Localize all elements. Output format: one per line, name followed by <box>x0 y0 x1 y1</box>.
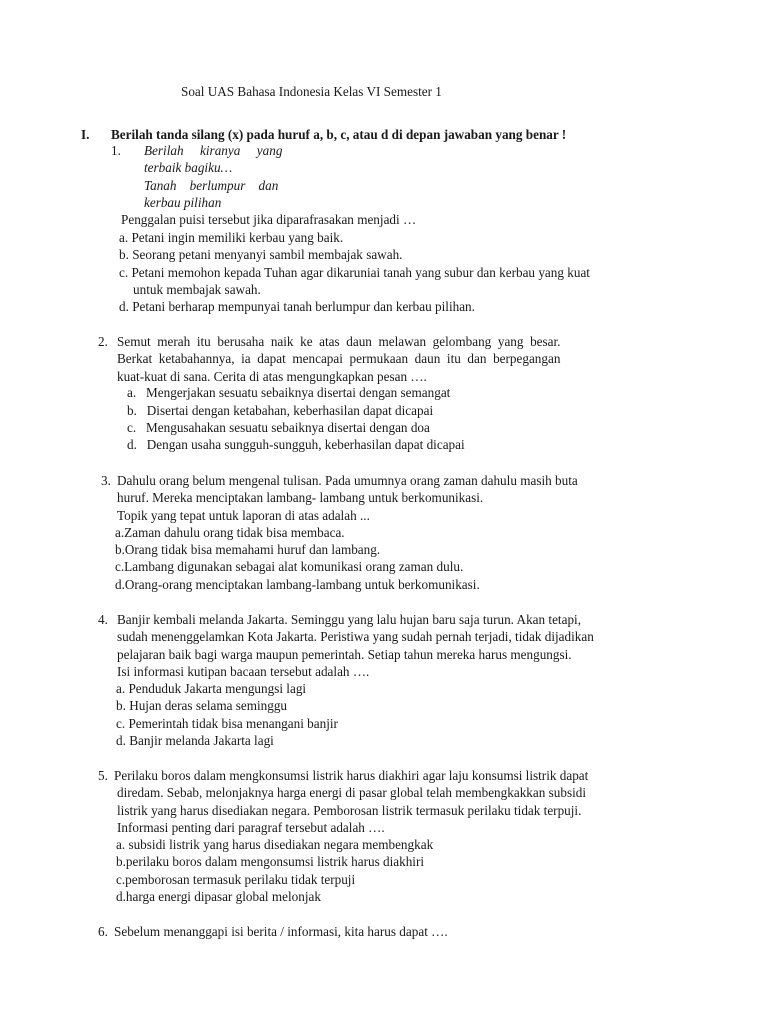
option-letter: d. <box>115 577 125 592</box>
option-text: Petani memohon kepada Tuhan agar dikaruniai tanah yang subur dan kerbau yang kuat <box>131 265 590 280</box>
option-d[interactable] <box>115 576 480 593</box>
question-number: 3. <box>101 473 111 488</box>
option-text: Orang tidak bisa memahami huruf dan lambang. <box>124 542 381 557</box>
option-b[interactable] <box>116 697 287 714</box>
question-stem <box>117 333 560 385</box>
stem-line: listrik yang harus disediakan negara. Pemborosan listrik termasuk perilaku tidak terpuji. <box>117 802 582 818</box>
stem-line: Dahulu orang belum mengenal tulisan. Pada umumnya orang zaman dahulu masih buta <box>117 473 578 488</box>
option-d[interactable] <box>116 732 274 749</box>
question-number: 4. <box>98 612 108 627</box>
question-stem: Sebelum menanggapi isi berita / informasi, kita harus dapat …. <box>114 924 448 939</box>
stem-line: Topik yang tepat untuk laporan di atas adalah ... <box>117 507 370 523</box>
option-a[interactable] <box>127 384 450 401</box>
stem-line: sudah menenggelamkan Kota Jakarta. Peristiwa yang sudah pernah terjadi, tidak dijadikan <box>117 629 594 645</box>
option-text: Petani ingin memiliki kerbau yang baik. <box>131 230 344 245</box>
option-b[interactable] <box>119 246 402 263</box>
option-c[interactable] <box>116 715 338 732</box>
stem-line: diredam. Sebab, melonjaknya harga energi di pasar global telah membengkakkan subsidi <box>117 785 586 801</box>
option-text: Petani berharap mempunyai tanah berlumpur dan kerbau pilihan. <box>132 299 475 314</box>
option-text: Dengan usaha sungguh-sungguh, keberhasilan dapat dicapai <box>146 437 465 452</box>
stem-line: Perilaku boros dalam mengkonsumsi listrik harus diakhiri agar laju konsumsi listrik dapat <box>114 768 589 783</box>
question-stem <box>114 767 588 836</box>
option-letter: c. <box>115 559 125 574</box>
option-d[interactable] <box>119 298 475 315</box>
stem-line: Semut merah itu berusaha naik ke atas daun melawan gelombang yang besar. <box>117 334 561 349</box>
option-letter: b. <box>127 403 137 418</box>
option-a[interactable] <box>116 836 433 853</box>
option-letter: a. <box>127 385 137 400</box>
stem-line: Informasi penting dari paragraf tersebut adalah …. <box>117 819 385 835</box>
poem-line: kerbau pilihan <box>144 194 222 210</box>
option-text: Orang-orang menciptakan lambang-lambang untuk berkomunikasi. <box>124 577 480 592</box>
option-a[interactable] <box>119 229 343 246</box>
option-letter: d. <box>116 889 126 904</box>
question-stem: Penggalan puisi tersebut jika diparafrasakan menjadi … <box>121 212 417 227</box>
option-b[interactable] <box>115 541 380 558</box>
option-a[interactable] <box>115 524 345 541</box>
option-letter: a. <box>119 230 129 245</box>
option-text: Penduduk Jakarta mengungsi lagi <box>128 681 307 696</box>
option-letter: a. <box>115 525 125 540</box>
question-number: 6. <box>98 924 108 939</box>
poem-line: Berilah kiranya yang <box>144 143 283 158</box>
option-letter: b. <box>115 542 125 557</box>
option-text: Disertai dengan ketabahan, keberhasilan dapat dicapai <box>146 403 434 418</box>
option-c[interactable] <box>127 419 430 436</box>
option-c[interactable] <box>116 871 355 888</box>
option-text: untuk membajak sawah. <box>133 282 261 297</box>
option-letter: c. <box>119 265 129 280</box>
option-letter: b. <box>116 698 126 713</box>
poem-stanza <box>144 142 282 211</box>
option-letter: c. <box>127 420 137 435</box>
question-number: 5. <box>98 768 108 783</box>
page-title: Soal UAS Bahasa Indonesia Kelas VI Semester 1 <box>181 84 442 99</box>
section-instruction: Berilah tanda silang (x) pada huruf a, b, c, atau d di depan jawaban yang benar ! <box>111 127 567 142</box>
option-text: Mengusahakan sesuatu sebaiknya disertai dengan doa <box>146 420 430 435</box>
option-text: Lambang digunakan sebagai alat komunikasi orang zaman dulu. <box>124 559 464 574</box>
stem-line: pelajaran baik bagi warga maupun pemerintah. Setiap tahun mereka harus mengungsi. <box>117 646 572 662</box>
stem-line: Banjir kembali melanda Jakarta. Seminggu yang lalu hujan baru saja turun. Akan tetapi, <box>117 612 581 627</box>
option-letter: a. <box>116 681 126 696</box>
option-text: subsidi listrik yang harus disediakan negara membengkak <box>128 837 434 852</box>
option-text: Banjir melanda Jakarta lagi <box>129 733 274 748</box>
option-letter: a. <box>116 837 126 852</box>
option-text: Seorang petani menyanyi sambil membajak sawah. <box>132 247 403 262</box>
option-letter: b. <box>116 854 126 869</box>
option-text: harga energi dipasar global melonjak <box>125 889 321 904</box>
question-stem <box>117 472 578 524</box>
option-d[interactable] <box>127 436 465 453</box>
option-letter: d. <box>116 733 126 748</box>
question-number: 1. <box>111 143 121 158</box>
stem-line: Berkat ketabahannya, ia dapat mencapai permukaan daun itu dan berpegangan <box>117 351 561 367</box>
option-text: pemborosan termasuk perilaku tidak terpuji <box>125 872 356 887</box>
question-number: 2. <box>98 334 108 349</box>
option-text: Mengerjakan sesuatu sebaiknya disertai dengan semangat <box>146 385 451 400</box>
option-letter: d. <box>127 437 137 452</box>
option-text: Pemerintah tidak bisa menangani banjir <box>128 716 338 731</box>
option-d[interactable] <box>116 888 321 905</box>
option-b[interactable] <box>116 853 424 870</box>
poem-line: terbaik bagiku… <box>144 160 233 176</box>
stem-line: huruf. Mereka menciptakan lambang- lambang untuk berkomunikasi. <box>117 490 484 506</box>
option-text: Hujan deras selama seminggu <box>129 698 288 713</box>
option-letter: b. <box>119 247 129 262</box>
option-b[interactable] <box>127 402 433 419</box>
option-letter: c. <box>116 872 126 887</box>
option-text: perilaku boros dalam mengonsumsi listrik harus diakhiri <box>125 854 425 869</box>
option-c[interactable] <box>115 558 463 575</box>
stem-line: kuat-kuat di sana. Cerita di atas mengungkapkan pesan …. <box>117 368 427 384</box>
option-a[interactable] <box>116 680 306 697</box>
section-number: I. <box>81 127 90 142</box>
poem-line: Tanah berlumpur dan <box>144 177 279 193</box>
option-c-continued <box>133 281 261 298</box>
stem-line: Isi informasi kutipan bacaan tersebut adalah …. <box>117 663 370 679</box>
option-letter: d. <box>119 299 129 314</box>
option-text: Zaman dahulu orang tidak bisa membaca. <box>124 525 345 540</box>
question-stem <box>117 611 594 680</box>
option-c[interactable] <box>119 264 590 281</box>
option-letter: c. <box>116 716 126 731</box>
